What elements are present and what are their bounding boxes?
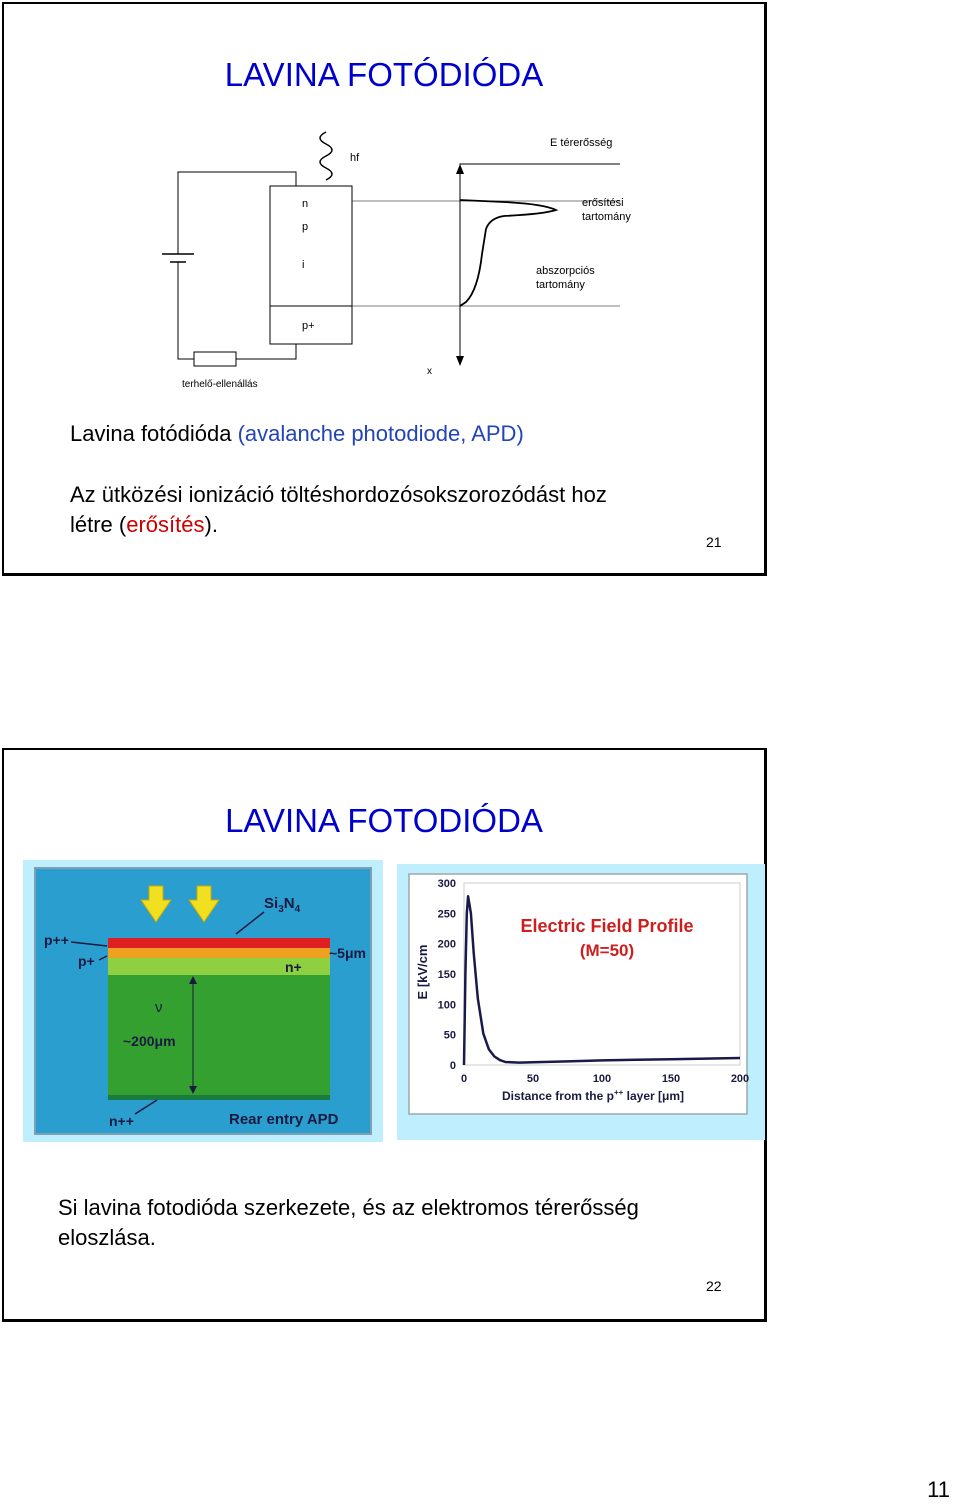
y-tick-label: 300 [437, 878, 456, 890]
page-number: 11 [927, 1477, 950, 1502]
ppp-layer [108, 938, 330, 948]
electric-field-chart [397, 864, 765, 1140]
chart-title: Electric Field Profile [520, 916, 694, 936]
layer-i-label: i [302, 259, 305, 271]
apd-circuit-diagram [4, 4, 769, 404]
apd-definition: Lavina fotódióda (avalanche photodiode, APD) [70, 421, 524, 446]
x-axis-label: Distance from the p++ layer [μm] [501, 1088, 685, 1103]
y-tick-label: 100 [437, 999, 456, 1012]
si3n4-label: $Si_3N_4$ [264, 895, 301, 915]
pp-layer [108, 948, 330, 958]
y-tick-label: 250 [437, 908, 456, 921]
pp-label: p+ [78, 953, 95, 969]
y-tick-label: 150 [437, 969, 456, 981]
x-tick-label: 100 [592, 1073, 612, 1085]
x-tick-label: 150 [661, 1073, 681, 1085]
apd-structure-image [23, 860, 383, 1142]
y-tick-label: 50 [443, 1029, 456, 1042]
resistor-label: terhelő-ellenállás [182, 379, 258, 390]
apd-explanation: Az ütközési ionizáció töltéshordozósokszorozódást hoz létre (erősítés). [70, 482, 607, 537]
slide-21 [2, 2, 767, 576]
thickness-top-label: ~5μm [329, 945, 366, 961]
load-resistor-icon [194, 352, 236, 366]
x-tick-label: 0 [460, 1073, 468, 1085]
nu-label: ν [155, 999, 163, 1016]
x-tick-label: 200 [730, 1073, 750, 1085]
slide2-caption: Si lavina fotodióda szerkezete, és az elektromos térerősség eloszlása. [58, 1195, 639, 1250]
absorb-region-label: abszorpciós tartomány [536, 265, 595, 291]
npp-layer [108, 1095, 330, 1100]
y-axis-label: E [kV/cm [415, 944, 430, 1000]
structure-caption: Rear entry APD [229, 1111, 339, 1128]
e-axis-label: E térerősség [550, 137, 613, 149]
thickness-bulk-label: ~200μm [123, 1033, 176, 1049]
slide-title: LAVINA FOTÓDIÓDA [224, 56, 544, 93]
slide-22 [2, 748, 767, 1322]
chart-subtitle: (M=50) [579, 941, 635, 960]
light-wave-icon [320, 132, 332, 180]
layer-n-label: n [302, 198, 309, 210]
x-tick-label: 50 [526, 1073, 540, 1085]
ppp-label: p++ [44, 932, 69, 948]
layer-p-label: p [302, 221, 309, 233]
npp-label: n++ [109, 1113, 134, 1129]
np-label: n+ [285, 959, 302, 975]
y-tick-label: 0 [449, 1060, 456, 1072]
hf-label: hf [350, 152, 360, 164]
y-tick-label: 200 [437, 938, 456, 951]
slide-title: LAVINA FOTODIÓDA [225, 802, 543, 839]
x-axis-label: x [427, 366, 432, 377]
layer-pplus-label: p+ [302, 320, 315, 332]
slide-number: 21 [706, 534, 722, 550]
gain-region-label: erősítési tartomány [582, 197, 631, 223]
e-axis [460, 164, 620, 359]
wire-bottom [178, 262, 194, 359]
slide-number: 22 [706, 1278, 722, 1294]
